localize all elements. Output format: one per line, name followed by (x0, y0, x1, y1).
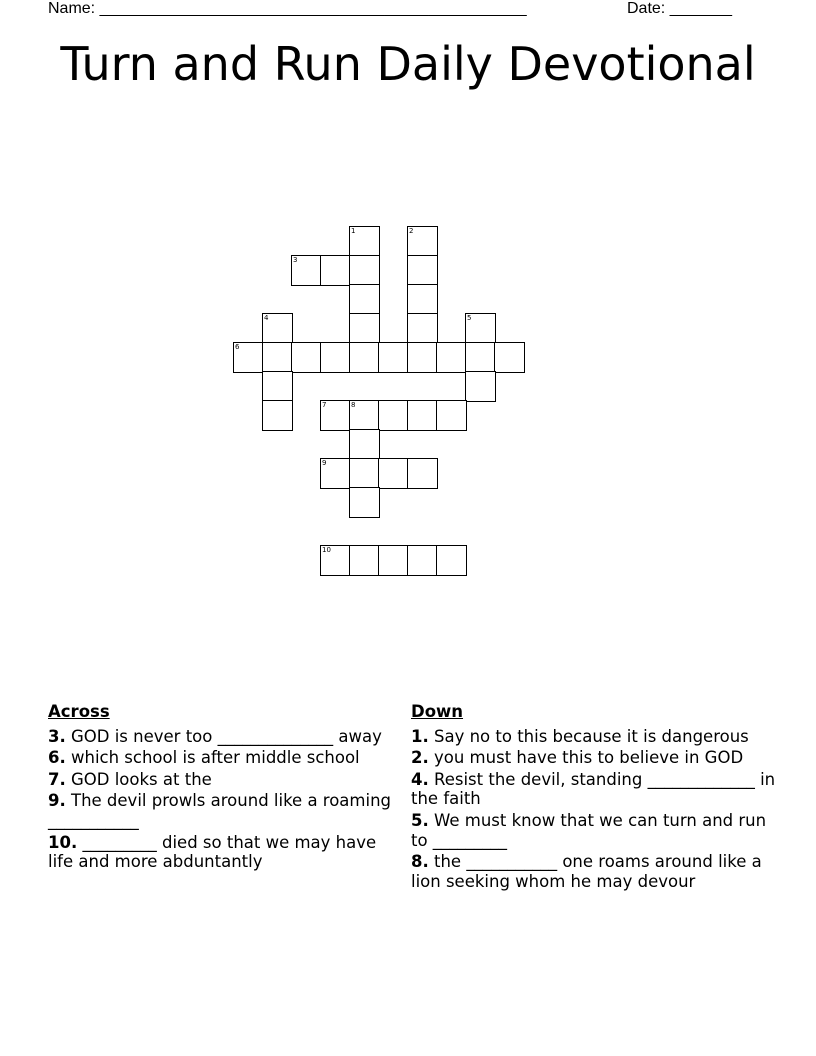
grid-cell[interactable] (407, 255, 438, 286)
grid-cell[interactable] (407, 342, 438, 373)
grid-cell[interactable] (262, 400, 293, 431)
grid-cell[interactable] (407, 545, 438, 576)
grid-cell[interactable] (378, 458, 409, 489)
grid-cell[interactable] (349, 545, 380, 576)
grid-cell[interactable] (349, 429, 380, 460)
down-clue: 4. Resist the devil, standing _____________ in the faith (411, 769, 776, 809)
down-clue: 5. We must know that we can turn and run to _________ (411, 810, 767, 850)
clue-number: 9 (322, 459, 327, 467)
page-title: Turn and Run Daily Devotional (60, 37, 756, 91)
down-clue: 1. Say no to this because it is dangerous (411, 726, 749, 746)
grid-cell[interactable] (349, 284, 380, 315)
grid-cell[interactable] (465, 342, 496, 373)
clue-number: 3 (293, 256, 298, 264)
across-clue: 6. which school is after middle school (48, 748, 360, 768)
grid-cell[interactable] (233, 342, 264, 373)
clue-number: 7 (322, 401, 327, 409)
across-clue: 9. The devil prowls around like a roaming ___________ (48, 791, 392, 830)
clue-number: 5 (467, 314, 472, 322)
across-clues (48, 702, 398, 874)
clue-number: 8 (351, 401, 356, 409)
grid-cell[interactable] (436, 400, 467, 431)
grid-cell[interactable] (320, 255, 351, 286)
grid-cell[interactable] (407, 284, 438, 315)
clue-number: 2 (409, 227, 414, 235)
grid-cell[interactable] (320, 458, 351, 489)
grid-cell[interactable] (320, 342, 351, 373)
grid-cell[interactable] (349, 313, 380, 344)
grid-cell[interactable] (407, 226, 438, 257)
grid-cell[interactable] (349, 255, 380, 286)
grid-cell[interactable] (320, 545, 351, 576)
grid-cell[interactable] (349, 342, 380, 373)
name-field[interactable]: Name: ________________________________________________ (48, 0, 527, 17)
grid-cell[interactable] (320, 400, 351, 431)
grid-cell[interactable] (349, 487, 380, 518)
grid-cell[interactable] (262, 342, 293, 373)
grid-cell[interactable] (378, 545, 409, 576)
grid-cell[interactable] (494, 342, 525, 373)
grid-cell[interactable] (436, 545, 467, 576)
grid-cell[interactable] (291, 255, 322, 286)
grid-cell[interactable] (349, 458, 380, 489)
grid-cell[interactable] (407, 400, 438, 431)
clue-number: 1 (351, 227, 356, 235)
down-clue: 2. you must have this to believe in GOD (411, 748, 744, 768)
clue-number: 10 (322, 546, 331, 554)
grid-cell[interactable] (465, 371, 496, 402)
across-heading: Across (48, 702, 110, 721)
across-clue: 7. GOD looks at the (48, 769, 212, 789)
grid-cell[interactable] (378, 342, 409, 373)
date-field[interactable]: Date: _______ (627, 0, 732, 17)
down-clue: 8. the ___________ one roams around like a lion seeking whom he may devour (411, 852, 762, 891)
down-clues (411, 702, 781, 893)
clue-number: 4 (264, 314, 269, 322)
across-clue: 3. GOD is never too ______________ away (48, 726, 382, 746)
grid-cell[interactable] (262, 371, 293, 402)
grid-cell[interactable] (436, 342, 467, 373)
grid-cell[interactable] (465, 313, 496, 344)
grid-cell[interactable] (291, 342, 322, 373)
across-clue: 10. _________ died so that we may have life and more abduntantly (48, 832, 377, 872)
grid-cell[interactable] (407, 313, 438, 344)
grid-cell[interactable] (262, 313, 293, 344)
grid-cell[interactable] (349, 400, 380, 431)
grid-cell[interactable] (378, 400, 409, 431)
grid-cell[interactable] (407, 458, 438, 489)
grid-cell[interactable] (349, 226, 380, 257)
down-heading: Down (411, 702, 464, 721)
clue-number: 6 (235, 343, 240, 351)
